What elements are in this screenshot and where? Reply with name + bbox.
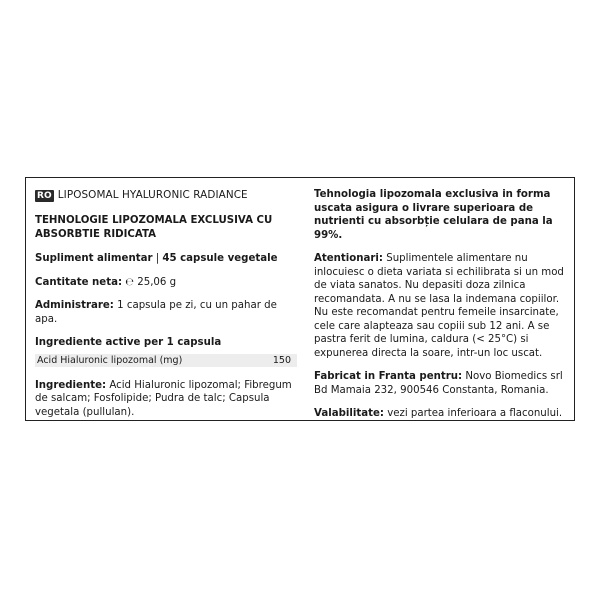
manufacturer-label: Fabricat in Franta pentru: <box>314 371 463 382</box>
right-column <box>314 188 566 421</box>
active-ingredient-value: 150 <box>272 354 291 366</box>
warnings <box>314 252 566 360</box>
warnings-text: Suplimentele alimentare nu inlocuiesc o dieta variata si echilibrata si un mod de viata sanatos. Nu depasiti doza zilnica recomandata. A nu se lasa la indemana copiilor. Nu este recomandat pentru femeile insarcinate, cele care alapteaza sau copiii sub 12 ani. A se pastra ferit de lumina, caldura (< 25°C) si expunerea directa la soare, intr-un loc uscat. <box>314 253 564 359</box>
validity-text: vezi partea inferioara a flaconului. <box>387 408 563 419</box>
active-ingredient-row <box>35 354 297 367</box>
left-column <box>35 188 297 419</box>
product-label-panel <box>25 177 575 421</box>
administration <box>35 299 297 326</box>
ingredients-label: Ingrediente: <box>35 379 107 391</box>
administration-text: 1 capsula pe zi, cu un pahar de apa. <box>35 300 277 325</box>
net-quantity-label: Cantitate neta: <box>35 276 123 288</box>
supplement-line <box>35 252 297 266</box>
separator: | <box>155 253 160 264</box>
active-ingredient-name: Acid Hialuronic lipozomal (mg) <box>37 354 183 366</box>
warnings-label: Atentionari: <box>314 253 383 264</box>
supplement-type: Supliment alimentar <box>35 253 153 264</box>
active-ingredients-header: Ingrediente active per 1 capsula <box>35 337 222 348</box>
capsule-count: 45 capsule vegetale <box>162 253 278 264</box>
manufacturer <box>314 370 566 397</box>
technology-intro: Tehnologia lipozomala exclusiva in forma uscata asigura o livrare superioara de nutrienti cu absorbție celulara de pana la 99%. <box>314 189 553 241</box>
manufacturer-text: Novo Biomedics srl Bd Mamaia 232, 900546 Constanta, Romania. <box>314 371 563 396</box>
administration-label: Administrare: <box>35 300 114 311</box>
net-quantity <box>35 276 297 290</box>
ingredients <box>35 379 297 420</box>
net-quantity-value: ℮ 25,06 g <box>125 276 177 288</box>
language-badge: RO <box>37 191 52 201</box>
product-title: LIPOSOMAL HYALURONIC RADIANCE <box>57 189 248 201</box>
ingredients-text: Acid Hialuronic lipozomal; Fibregum de salcam; Fosfolipide; Pudra de talc; Capsula vegetala (pullulan). <box>35 379 292 418</box>
validity <box>314 407 566 421</box>
validity-label: Valabilitate: <box>314 408 384 419</box>
product-title-line <box>35 188 297 202</box>
tagline: TEHNOLOGIE LIPOZOMALA EXCLUSIVA CU ABSORBTIE RIDICATA <box>35 215 273 240</box>
